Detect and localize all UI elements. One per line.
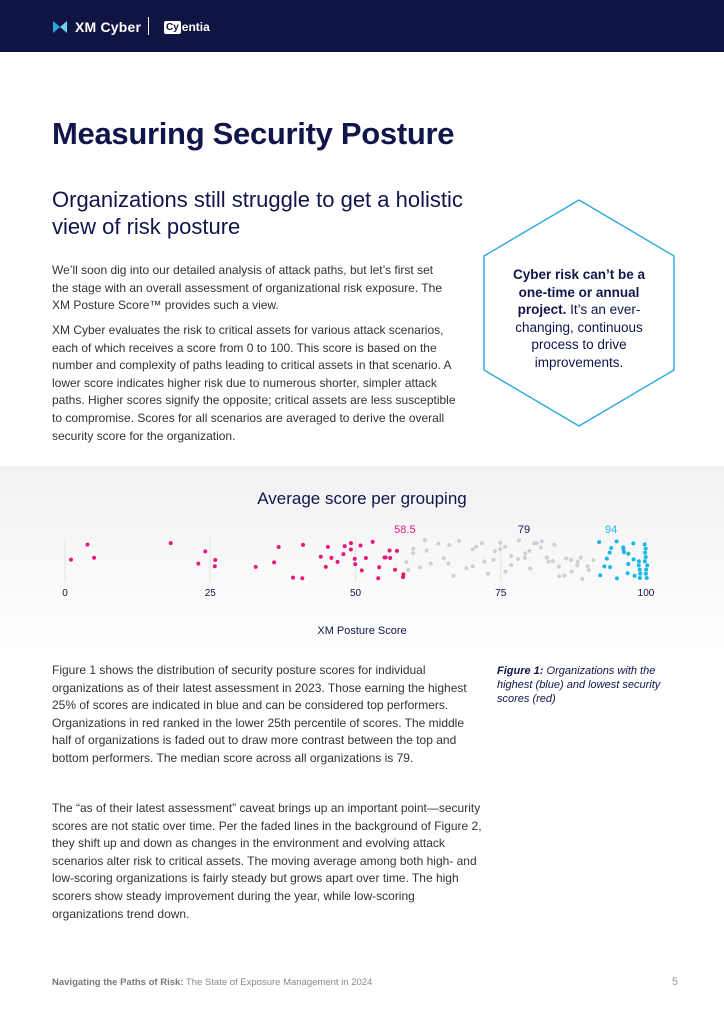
score-point xyxy=(349,541,353,545)
score-point xyxy=(360,568,364,572)
score-point xyxy=(527,549,531,553)
score-point xyxy=(377,565,381,569)
score-point xyxy=(353,562,357,566)
score-point xyxy=(552,543,556,547)
score-point xyxy=(291,576,295,580)
score-point xyxy=(388,556,392,560)
footer-text xyxy=(52,977,372,988)
score-point xyxy=(576,560,580,564)
callout-text xyxy=(502,266,656,371)
figure-caption-label: Figure 1: xyxy=(497,665,544,677)
score-point xyxy=(587,568,591,572)
score-point xyxy=(638,576,642,580)
score-point xyxy=(343,544,347,548)
logo-divider xyxy=(148,17,149,35)
figure-caption xyxy=(497,664,677,706)
score-point xyxy=(503,545,507,549)
score-point xyxy=(605,557,609,561)
score-point xyxy=(196,562,200,566)
score-point xyxy=(393,568,397,572)
page-subtitle: Organizations still struggle to get a holistic view of risk posture xyxy=(52,187,463,239)
x-tick-label-0: 0 xyxy=(62,588,68,599)
assessment-paragraph: The “as of their latest assessment” caveat brings up an important point—security scores are not static over time. Per the faded lines in the background of Figure 2, they shift up and down as changes in the environment and evolving attack scenarios alter risk to critical assets. The moving average among both high- and low-scoring organizations is fairly steady but grows apart over time. The high scorers show steady improvement during the year, while low-scoring organizations trend down. xyxy=(52,801,482,921)
score-point xyxy=(498,547,502,551)
score-point xyxy=(569,558,573,562)
score-point xyxy=(301,543,305,547)
score-point xyxy=(516,557,520,561)
score-point xyxy=(319,555,323,559)
score-point xyxy=(358,543,362,547)
score-point xyxy=(92,556,96,560)
score-point xyxy=(564,556,568,560)
method-paragraph: XM Cyber evaluates the risk to critical assets for various attack scenarios, each of which receives a score from 0 to 100. This score is based on the number and complexity of paths leading to critical assets in that scenario. A lower score indicates higher risk due to numerous shorter, simpler attack paths. Higher scores signify the opposite; critical assets are less susceptible to compromise. Scores for all scenarios are averaged to derive the overall security score for the organization. xyxy=(52,323,456,443)
score-point xyxy=(528,567,532,571)
page-title: Measuring Security Posture xyxy=(52,116,455,151)
score-point xyxy=(644,547,648,551)
score-point xyxy=(401,575,405,579)
score-point xyxy=(471,547,475,551)
xm-cyber-logo xyxy=(50,16,141,38)
cyentia-logo-box: Cy xyxy=(166,21,179,33)
score-point xyxy=(608,551,612,555)
score-point xyxy=(608,565,612,569)
score-point xyxy=(436,542,440,546)
figure-caption-text: Organizations with the highest (blue) and lowest security scores (red) xyxy=(497,665,661,705)
score-point xyxy=(85,543,89,547)
score-point xyxy=(631,541,635,545)
score-point xyxy=(643,551,647,555)
footer-report-name: Navigating the Paths of Risk: xyxy=(52,977,184,988)
score-point xyxy=(545,556,549,560)
score-point xyxy=(203,549,207,553)
score-point xyxy=(523,552,527,556)
score-point xyxy=(540,539,544,543)
score-point xyxy=(643,542,647,546)
score-point xyxy=(626,552,630,556)
average-marker-label: 94 xyxy=(605,524,618,536)
score-point xyxy=(486,572,490,576)
score-point xyxy=(592,558,596,562)
score-point xyxy=(404,560,408,564)
score-point xyxy=(452,574,456,578)
score-point xyxy=(446,561,450,565)
score-point xyxy=(474,545,478,549)
score-point xyxy=(509,563,513,567)
score-point xyxy=(644,568,648,572)
score-point xyxy=(371,540,375,544)
score-point xyxy=(557,564,561,568)
score-point xyxy=(570,569,574,573)
score-point xyxy=(300,576,304,580)
score-point xyxy=(384,556,388,560)
score-point xyxy=(329,556,333,560)
header-bar xyxy=(0,0,724,52)
score-point xyxy=(597,540,601,544)
score-point xyxy=(423,538,427,542)
score-point xyxy=(644,572,648,576)
score-point xyxy=(411,547,415,551)
cyentia-logo-text: entia xyxy=(181,20,210,34)
chart-title: Average score per grouping xyxy=(257,489,467,508)
score-point xyxy=(580,577,584,581)
score-point xyxy=(169,541,173,545)
score-point xyxy=(532,541,536,545)
callout-hexagon xyxy=(480,198,678,428)
score-point xyxy=(395,549,399,553)
score-point xyxy=(579,556,583,560)
score-point xyxy=(645,563,649,567)
score-point xyxy=(632,557,636,561)
score-point xyxy=(626,562,630,566)
score-point xyxy=(586,564,590,568)
intro-paragraph: We’ll soon dig into our detailed analysis of attack paths, but let’s first set the stage with an overall assessment of organizational risk exposure. The XM Posture Score™ provides such a view. xyxy=(52,263,442,313)
score-point xyxy=(615,539,619,543)
score-point xyxy=(539,545,543,549)
score-point xyxy=(324,565,328,569)
chart-x-axis-label: XM Posture Score xyxy=(317,625,407,637)
score-point xyxy=(411,551,415,555)
score-point xyxy=(406,568,410,572)
score-point xyxy=(551,559,555,563)
score-point xyxy=(429,561,433,565)
score-point xyxy=(376,576,380,580)
score-point xyxy=(492,558,496,562)
score-point xyxy=(523,556,527,560)
score-point xyxy=(645,576,649,580)
average-marker-label: 58.5 xyxy=(394,524,416,536)
score-point xyxy=(447,543,451,547)
score-point xyxy=(442,556,446,560)
score-point xyxy=(638,568,642,572)
xm-cyber-logo-icon xyxy=(50,17,70,37)
x-tick-label-50: 50 xyxy=(349,588,362,599)
score-point xyxy=(644,555,648,559)
score-point xyxy=(353,557,357,561)
score-point xyxy=(637,563,641,567)
score-point xyxy=(575,563,579,567)
score-point xyxy=(336,560,340,564)
score-point xyxy=(425,549,429,553)
score-point xyxy=(517,538,521,542)
score-point xyxy=(562,573,566,577)
score-point xyxy=(480,541,484,545)
score-point xyxy=(633,574,637,578)
footer-report-subtitle: The State of Exposure Management in 2024 xyxy=(183,977,373,988)
score-point xyxy=(388,549,392,553)
score-point xyxy=(637,559,641,563)
score-point xyxy=(272,560,276,564)
score-point xyxy=(482,559,486,563)
score-point xyxy=(503,570,507,574)
score-point xyxy=(498,541,502,545)
score-point xyxy=(364,556,368,560)
average-marker-label: 79 xyxy=(517,524,531,536)
x-tick-label-100: 100 xyxy=(637,588,655,599)
callout-regular-text: It’s an ever-changing, continuous process to drive improvements. xyxy=(515,302,643,370)
score-point xyxy=(471,564,475,568)
score-point xyxy=(277,545,281,549)
score-point xyxy=(349,548,353,552)
x-tick-label-75: 75 xyxy=(495,588,507,599)
score-point xyxy=(254,565,258,569)
score-point xyxy=(341,552,345,556)
callout-bold-text: Cyber risk can’t be a one-time or annual project. xyxy=(512,267,646,317)
score-point xyxy=(464,566,468,570)
score-point xyxy=(418,565,422,569)
score-point xyxy=(609,546,613,550)
score-point xyxy=(546,560,550,564)
score-point xyxy=(598,573,602,577)
x-tick-label-25: 25 xyxy=(204,588,216,599)
score-point xyxy=(509,554,513,558)
score-point xyxy=(622,550,626,554)
page-number: 5 xyxy=(671,976,678,988)
cyentia-logo xyxy=(164,16,210,38)
score-point xyxy=(615,576,619,580)
score-point xyxy=(638,572,642,576)
score-point xyxy=(557,574,561,578)
score-point xyxy=(626,571,630,575)
score-point xyxy=(69,558,73,562)
score-point xyxy=(326,545,330,549)
score-point xyxy=(493,549,497,553)
posture-score-chart xyxy=(0,520,724,620)
score-point xyxy=(643,559,647,563)
score-point xyxy=(602,564,606,568)
score-point xyxy=(213,564,217,568)
score-point xyxy=(457,539,461,543)
xm-cyber-brand-text: XM Cyber xyxy=(75,19,142,35)
figure-description-paragraph: Figure 1 shows the distribution of security posture scores for individual organizations as of their latest assessment in 2023. Those earning the highest 25% of scores are indicated in blue and can be considered top performers. Organizations in red ranked in the lower 25th percentile of scores. The middle half of organizations is faded out to draw more contrast between the top and bottom performers. The median score across all organizations is 79. xyxy=(52,663,467,765)
score-point xyxy=(213,558,217,562)
